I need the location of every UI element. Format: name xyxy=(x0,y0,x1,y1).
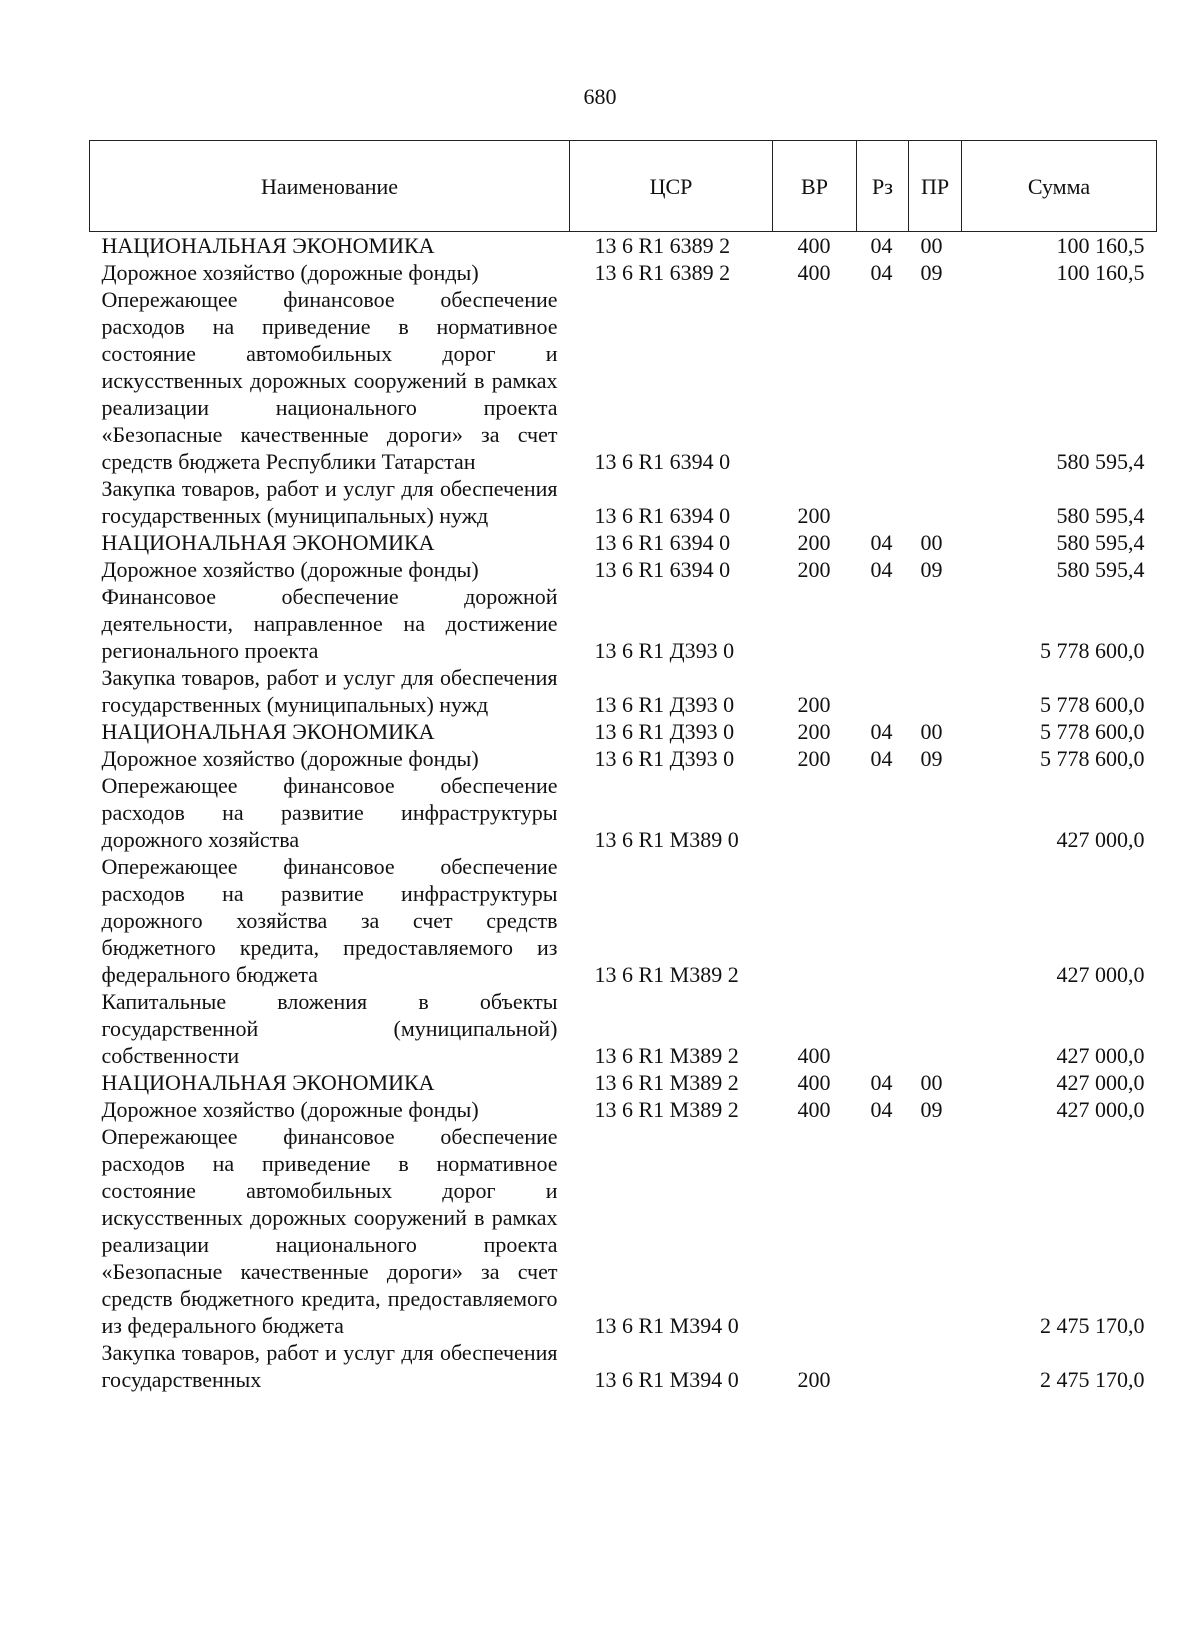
row-pr xyxy=(909,286,962,475)
row-rz: 04 xyxy=(870,557,893,582)
row-csr: 13 6 R1 6394 0 xyxy=(594,557,731,582)
row-vr: 200 xyxy=(797,746,831,771)
table-row xyxy=(90,556,1157,583)
header-pr: ПР xyxy=(909,141,962,232)
row-name: Опережающее финансовое обеспечение расходов на развитие инфраструктуры дорожного хозяйства xyxy=(101,773,558,852)
row-vr: 200 xyxy=(797,692,831,717)
page-number: 680 xyxy=(583,84,617,109)
row-pr xyxy=(909,772,962,853)
row-pr xyxy=(909,853,962,988)
row-vr: 400 xyxy=(797,1043,831,1068)
row-csr: 13 6 R1 M389 0 xyxy=(594,827,739,852)
row-rz: 04 xyxy=(870,530,893,555)
row-csr: 13 6 R1 Д393 0 xyxy=(594,638,735,663)
row-rz xyxy=(857,583,909,664)
row-csr: 13 6 R1 6394 0 xyxy=(594,503,731,528)
header-csr: ЦСР xyxy=(570,141,773,232)
row-rz xyxy=(857,988,909,1069)
row-rz: 04 xyxy=(870,1097,893,1122)
row-vr xyxy=(773,286,857,475)
row-name: Закупка товаров, работ и услуг для обеспечения государственных (муниципальных) нужд xyxy=(101,476,558,528)
row-rz: 04 xyxy=(870,233,893,258)
row-name: Дорожное хозяйство (дорожные фонды) xyxy=(101,746,479,771)
row-csr: 13 6 R1 M389 2 xyxy=(594,962,739,987)
row-vr: 200 xyxy=(797,557,831,582)
row-vr: 400 xyxy=(797,1097,831,1122)
row-sum: 100 160,5 xyxy=(1056,233,1145,258)
row-csr: 13 6 R1 Д393 0 xyxy=(594,746,735,771)
row-sum: 427 000,0 xyxy=(1056,1097,1145,1122)
row-vr xyxy=(773,772,857,853)
row-pr: 09 xyxy=(920,557,943,582)
row-rz: 04 xyxy=(870,1070,893,1095)
row-vr: 200 xyxy=(797,530,831,555)
row-name: Финансовое обеспечение дорожной деятельности, направленное на достижение регионального проекта xyxy=(101,584,558,663)
budget-table xyxy=(89,140,1157,1393)
row-csr: 13 6 R1 M394 0 xyxy=(594,1313,739,1338)
row-rz: 04 xyxy=(870,260,893,285)
table-row xyxy=(90,286,1157,475)
table-header-row xyxy=(90,141,1157,232)
row-rz xyxy=(857,772,909,853)
row-name: НАЦИОНАЛЬНАЯ ЭКОНОМИКА xyxy=(101,1070,435,1095)
row-name: Дорожное хозяйство (дорожные фонды) xyxy=(101,1097,479,1122)
row-pr: 00 xyxy=(920,719,943,744)
row-name: НАЦИОНАЛЬНАЯ ЭКОНОМИКА xyxy=(101,233,435,258)
table-row xyxy=(90,1069,1157,1096)
row-pr: 09 xyxy=(920,260,943,285)
row-pr: 00 xyxy=(920,1070,943,1095)
row-name: Капитальные вложения в объекты государственной (муниципальной) собственности xyxy=(101,989,558,1068)
row-name: НАЦИОНАЛЬНАЯ ЭКОНОМИКА xyxy=(101,530,435,555)
row-name: НАЦИОНАЛЬНАЯ ЭКОНОМИКА xyxy=(101,719,435,744)
row-name: Дорожное хозяйство (дорожные фонды) xyxy=(101,260,479,285)
header-sum: Сумма xyxy=(962,141,1157,232)
row-name: Закупка товаров, работ и услуг для обеспечения государственных (муниципальных) нужд xyxy=(101,665,558,717)
table-row xyxy=(90,1123,1157,1339)
row-csr: 13 6 R1 Д393 0 xyxy=(594,719,735,744)
row-sum: 580 595,4 xyxy=(1056,503,1145,528)
row-csr: 13 6 R1 M389 2 xyxy=(594,1097,739,1122)
row-csr: 13 6 R1 6394 0 xyxy=(594,449,731,474)
row-csr: 13 6 R1 6389 2 xyxy=(594,233,731,258)
row-rz xyxy=(857,1123,909,1339)
row-name: Закупка товаров, работ и услуг для обеспечения государственных xyxy=(101,1340,558,1392)
row-pr xyxy=(909,475,962,529)
row-pr xyxy=(909,1123,962,1339)
row-csr: 13 6 R1 6394 0 xyxy=(594,530,731,555)
row-vr: 200 xyxy=(797,503,831,528)
row-vr xyxy=(773,583,857,664)
table-row xyxy=(90,853,1157,988)
table-row xyxy=(90,1339,1157,1393)
row-name: Дорожное хозяйство (дорожные фонды) xyxy=(101,557,479,582)
row-vr: 200 xyxy=(797,719,831,744)
row-csr: 13 6 R1 6389 2 xyxy=(594,260,731,285)
row-sum: 427 000,0 xyxy=(1056,1043,1145,1068)
table-row xyxy=(90,1096,1157,1123)
row-pr: 00 xyxy=(920,233,943,258)
row-vr xyxy=(773,1123,857,1339)
row-sum: 580 595,4 xyxy=(1056,557,1145,582)
row-sum: 580 595,4 xyxy=(1056,530,1145,555)
row-sum: 5 778 600,0 xyxy=(1040,692,1145,717)
row-rz xyxy=(857,286,909,475)
row-name: Опережающее финансовое обеспечение расходов на развитие инфраструктуры дорожного хозяйства за счет средств бюджетного кредита, предоставляемого из федерального бюджета xyxy=(101,854,558,987)
row-rz xyxy=(857,1339,909,1393)
table-row xyxy=(90,718,1157,745)
table-row xyxy=(90,475,1157,529)
row-rz xyxy=(857,475,909,529)
row-sum: 427 000,0 xyxy=(1056,962,1145,987)
row-sum: 580 595,4 xyxy=(1056,449,1145,474)
table-row xyxy=(90,772,1157,853)
row-csr: 13 6 R1 M389 2 xyxy=(594,1070,739,1095)
table-row xyxy=(90,745,1157,772)
table-row xyxy=(90,664,1157,718)
row-pr: 09 xyxy=(920,1097,943,1122)
header-rz: Рз xyxy=(857,141,909,232)
row-pr xyxy=(909,988,962,1069)
row-pr xyxy=(909,1339,962,1393)
row-sum: 5 778 600,0 xyxy=(1040,746,1145,771)
row-vr: 400 xyxy=(797,260,831,285)
row-name: Опережающее финансовое обеспечение расходов на приведение в нормативное состояние автомобильных дорог и искусственных дорожных сооружений в рамках реализации национального проекта «Безопасные качественные дороги» за счет средств бюджета Республики Татарстан xyxy=(101,287,558,474)
row-sum: 2 475 170,0 xyxy=(1040,1367,1145,1392)
row-sum: 5 778 600,0 xyxy=(1040,638,1145,663)
row-vr xyxy=(773,853,857,988)
table-row xyxy=(90,529,1157,556)
header-name: Наименование xyxy=(90,141,570,232)
table-row xyxy=(90,988,1157,1069)
row-sum: 427 000,0 xyxy=(1056,1070,1145,1095)
row-vr: 400 xyxy=(797,233,831,258)
row-name: Опережающее финансовое обеспечение расходов на приведение в нормативное состояние автомобильных дорог и искусственных дорожных сооружений в рамках реализации национального проекта «Безопасные качественные дороги» за счет средств бюджетного кредита, предоставляемого из федерального бюджета xyxy=(101,1124,558,1338)
table-row xyxy=(90,232,1157,260)
table-row xyxy=(90,583,1157,664)
row-vr: 400 xyxy=(797,1070,831,1095)
row-sum: 2 475 170,0 xyxy=(1040,1313,1145,1338)
row-csr: 13 6 R1 M394 0 xyxy=(594,1367,739,1392)
row-pr xyxy=(909,664,962,718)
row-rz: 04 xyxy=(870,719,893,744)
row-vr: 200 xyxy=(797,1367,831,1392)
row-csr: 13 6 R1 M389 2 xyxy=(594,1043,739,1068)
row-pr: 09 xyxy=(920,746,943,771)
row-csr: 13 6 R1 Д393 0 xyxy=(594,692,735,717)
row-sum: 5 778 600,0 xyxy=(1040,719,1145,744)
row-rz xyxy=(857,664,909,718)
row-rz xyxy=(857,853,909,988)
row-pr xyxy=(909,583,962,664)
row-rz: 04 xyxy=(870,746,893,771)
row-sum: 100 160,5 xyxy=(1056,260,1145,285)
header-vr: ВР xyxy=(773,141,857,232)
table-row xyxy=(90,259,1157,286)
row-pr: 00 xyxy=(920,530,943,555)
row-sum: 427 000,0 xyxy=(1056,827,1145,852)
